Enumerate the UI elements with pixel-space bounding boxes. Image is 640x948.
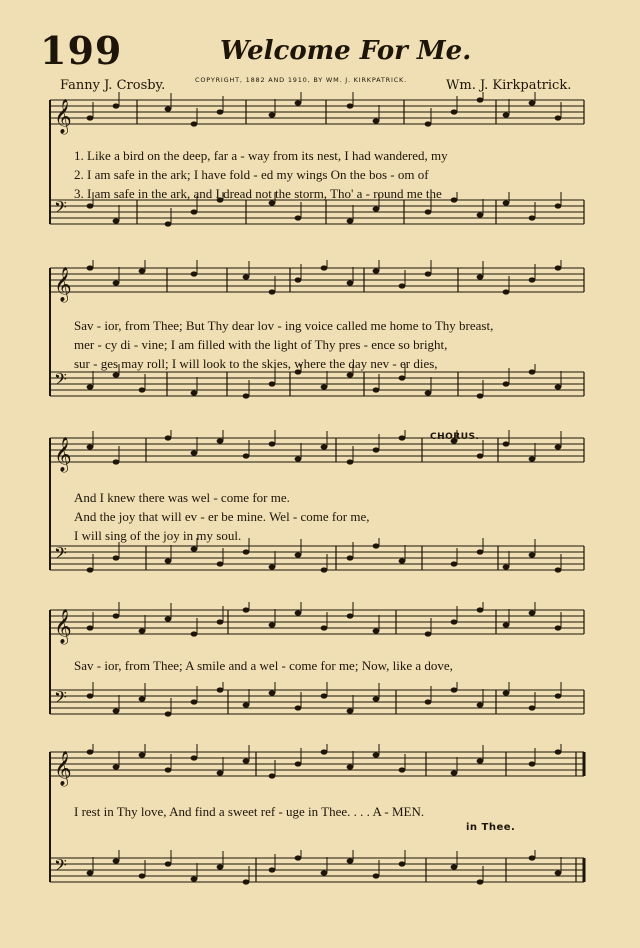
- lyric-line: 2. I am safe in the ark; I have fold - ed my wings On the bos - om of: [74, 167, 429, 182]
- lyric-line: And I knew there was wel - come for me.: [74, 490, 290, 505]
- svg-text:𝄞: 𝄞: [54, 751, 72, 786]
- lyrics-system-3: [74, 488, 584, 545]
- lyric-line: 1. Like a bird on the deep, far a - way from its nest, I had wandered, my: [74, 148, 448, 163]
- lyric-line: I will sing of the joy in my soul.: [74, 528, 242, 543]
- lyric-line: Sav - ior, from Thee; A smile and a wel - come for me; Now, like a dove,: [74, 658, 453, 673]
- lyric-line: 3. I am safe in the ark, and I dread not the storm, Tho' a - round me the: [74, 186, 442, 201]
- chorus-label: CHORUS.: [430, 432, 480, 442]
- svg-text:𝄞: 𝄞: [54, 267, 72, 302]
- in-thee-label: in Thee.: [466, 822, 516, 833]
- lyric-line: I rest in Thy love, And find a sweet ref - uge in Thee. . . . A - MEN.: [74, 804, 425, 819]
- svg-text:𝄞: 𝄞: [54, 99, 72, 134]
- svg-text:𝄢: 𝄢: [54, 369, 67, 393]
- composer-credit: Wm. J. Kirkpatrick.: [446, 78, 572, 93]
- svg-text:𝄢: 𝄢: [54, 543, 67, 567]
- svg-text:𝄢: 𝄢: [54, 687, 67, 711]
- svg-text:𝄢: 𝄢: [54, 197, 67, 221]
- system-bracket: [0, 752, 640, 898]
- lyric-line: And the joy that will ev - er be mine. Wel - come for me,: [74, 509, 370, 524]
- lyric-line: Sav - ior, from Thee; But Thy dear lov - ing voice called me home to Thy breast,: [74, 318, 494, 333]
- hymn-title: Welcome For Me.: [220, 36, 472, 66]
- hymn-number: 199: [40, 28, 123, 73]
- author-credit: Fanny J. Crosby.: [60, 78, 166, 93]
- svg-text:𝄞: 𝄞: [54, 609, 72, 644]
- lyrics-system-5: [74, 802, 584, 821]
- lyrics-system-1: [74, 146, 584, 203]
- lyrics-system-2: [74, 316, 584, 373]
- lyrics-system-4: [74, 656, 584, 675]
- svg-text:𝄞: 𝄞: [54, 437, 72, 472]
- lyric-line: sur - ges may roll; I will look to the skies, where the day nev - er dies,: [74, 356, 438, 371]
- lyric-line: mer - cy di - vine; I am filled with the light of Thy pres - ence so bright,: [74, 337, 448, 352]
- copyright-notice: COPYRIGHT, 1882 AND 1910, BY WM. J. KIRKPATRICK.: [195, 76, 407, 84]
- svg-text:𝄢: 𝄢: [54, 855, 67, 879]
